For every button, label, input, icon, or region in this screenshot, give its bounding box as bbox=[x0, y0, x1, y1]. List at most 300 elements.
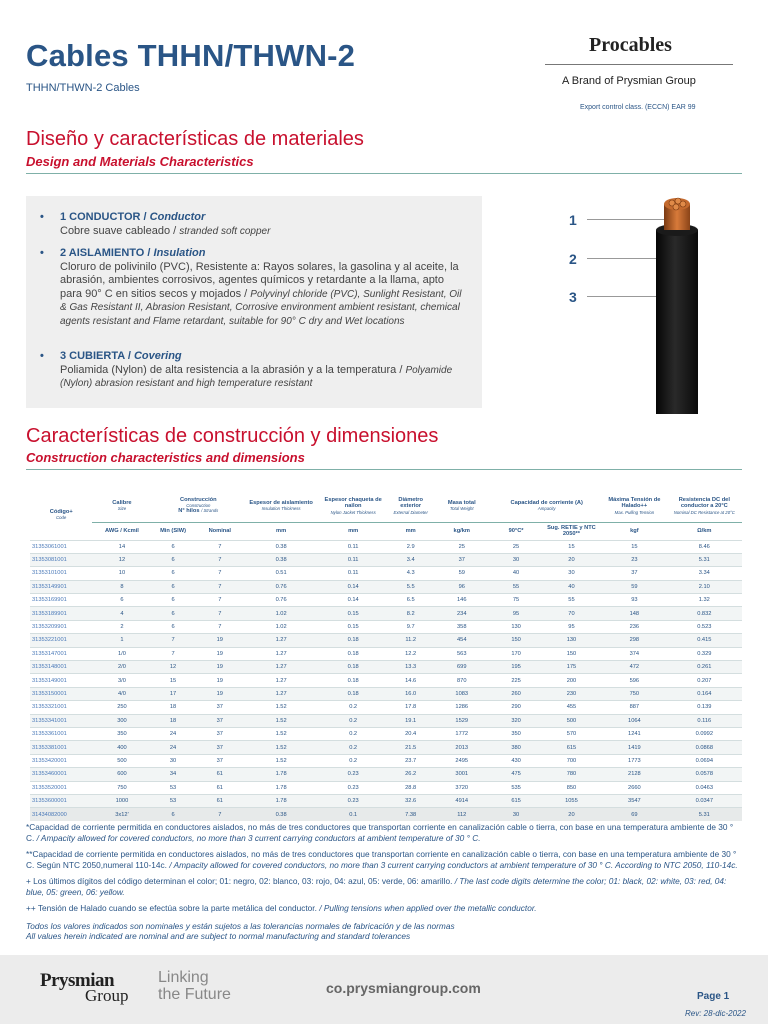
table-cell: 59 bbox=[432, 567, 491, 580]
table-cell: 1529 bbox=[432, 714, 491, 727]
table-cell: 475 bbox=[491, 768, 540, 781]
table-cell: 6 bbox=[152, 540, 195, 553]
table-cell: 0.0578 bbox=[667, 768, 742, 781]
material-desc: Cobre suave cableado bbox=[60, 224, 171, 237]
table-cell: 19 bbox=[195, 647, 246, 660]
product-code: 31353101001 bbox=[30, 567, 92, 580]
table-cell: 1.27 bbox=[245, 661, 317, 674]
callout-3: 3 bbox=[569, 289, 577, 305]
slash: / bbox=[241, 287, 251, 300]
table-cell: 320 bbox=[491, 714, 540, 727]
col-tension: Máxima Tensión de Halado++ Max. Pulling Tension bbox=[602, 490, 667, 522]
table-cell: 7 bbox=[195, 594, 246, 607]
table-cell: 32.6 bbox=[389, 794, 432, 807]
table-row bbox=[30, 647, 742, 660]
table-cell: 0.76 bbox=[245, 580, 317, 593]
table-cell: 0.11 bbox=[317, 540, 389, 553]
table-cell: 5.31 bbox=[667, 553, 742, 566]
unit-jacket: mm bbox=[317, 522, 389, 540]
table-cell: 0.2 bbox=[317, 754, 389, 767]
bullet: • bbox=[40, 211, 44, 223]
materials-section-subtitle: Design and Materials Characteristics bbox=[26, 154, 254, 169]
table-row bbox=[30, 781, 742, 794]
table-cell: 0.0992 bbox=[667, 727, 742, 740]
product-code: 31353061001 bbox=[30, 540, 92, 553]
table-cell: 1.52 bbox=[245, 741, 317, 754]
table-cell: 1/0 bbox=[92, 647, 151, 660]
table-cell: 37 bbox=[195, 714, 246, 727]
table-cell: 8 bbox=[92, 580, 151, 593]
table-cell: 20.4 bbox=[389, 727, 432, 740]
table-cell: 6 bbox=[152, 808, 195, 821]
note-5: Todos los valores indicados son nominales y están sujetos a las tolerancias normales de fabricación y de las normas All values herein indicated are nominal and are subject to normal manufacturing and standard tolerances bbox=[26, 921, 455, 941]
table-cell: 12.2 bbox=[389, 647, 432, 660]
table-cell: 0.0347 bbox=[667, 794, 742, 807]
table-cell: 37 bbox=[195, 727, 246, 740]
table-cell: 1.78 bbox=[245, 794, 317, 807]
unit-gauge: AWG / Kcmil bbox=[92, 522, 151, 540]
table-cell: 350 bbox=[491, 727, 540, 740]
material-item-covering bbox=[40, 350, 466, 391]
table-cell: 0.76 bbox=[245, 594, 317, 607]
table-cell: 130 bbox=[541, 634, 602, 647]
table-cell: 150 bbox=[541, 647, 602, 660]
table-cell: 887 bbox=[602, 701, 667, 714]
product-code: 31434082000 bbox=[30, 808, 92, 821]
table-cell: 150 bbox=[491, 634, 540, 647]
unit-nominal: Nominal bbox=[195, 522, 246, 540]
table-cell: 4 bbox=[92, 607, 151, 620]
table-cell: 4.3 bbox=[389, 567, 432, 580]
table-cell: 1000 bbox=[92, 794, 151, 807]
table-cell: 1241 bbox=[602, 727, 667, 740]
page-subtitle: THHN/THWN-2 Cables bbox=[26, 82, 140, 94]
eccn-label: Export control class. (ECCN) EAR 99 bbox=[580, 104, 696, 111]
table-cell: 0.164 bbox=[667, 687, 742, 700]
table-cell: 18 bbox=[152, 701, 195, 714]
table-cell: 0.0463 bbox=[667, 781, 742, 794]
col-gauge: Calibre Size bbox=[92, 490, 151, 522]
col-ampacity: Capacidad de corriente (A) Ampacity bbox=[491, 490, 602, 522]
table-cell: 454 bbox=[432, 634, 491, 647]
note-1: *Capacidad de corriente permitida en conductores aislados, no más de tres conductores que transportan corriente en canalización cable o tierra, con base en una temperatura ambiente de 30 ° C. / Ampacity allowed for covered conductors, no more than 3 current carrying conductors at ambient temperature of 30 ° C. bbox=[26, 822, 734, 843]
dimensions-table bbox=[30, 490, 742, 821]
unit-weight: kg/km bbox=[432, 522, 491, 540]
page-number: Page 1 bbox=[697, 991, 730, 1002]
slash: / bbox=[396, 363, 406, 376]
table-cell: 7 bbox=[195, 553, 246, 566]
materials-section-title: Diseño y características de materiales bbox=[26, 128, 364, 150]
product-code: 31353381001 bbox=[30, 741, 92, 754]
construction-section-title: Características de construcción y dimensiones bbox=[26, 425, 439, 447]
unit-ampretie: Sug. RETIE y NTC 2050** bbox=[541, 522, 602, 540]
material-desc-en: stranded soft copper bbox=[179, 225, 271, 237]
table-cell: 20 bbox=[541, 553, 602, 566]
website-link[interactable]: co.prysmiangroup.com bbox=[326, 980, 481, 996]
table-cell: 4914 bbox=[432, 794, 491, 807]
table-cell: 380 bbox=[491, 741, 540, 754]
table-cell: 14.6 bbox=[389, 674, 432, 687]
table-cell: 37 bbox=[432, 553, 491, 566]
product-code: 31353460001 bbox=[30, 768, 92, 781]
col-insulation-thickness: Espesor de aislamiento Insulation Thickness bbox=[245, 490, 317, 522]
table-cell: 230 bbox=[541, 687, 602, 700]
table-cell: 12 bbox=[92, 553, 151, 566]
table-cell: 0.1 bbox=[317, 808, 389, 821]
table-cell: 25 bbox=[491, 540, 540, 553]
table-cell: 26.2 bbox=[389, 768, 432, 781]
product-code: 31353148001 bbox=[30, 661, 92, 674]
table-cell: 130 bbox=[491, 620, 540, 633]
table-cell: 0.116 bbox=[667, 714, 742, 727]
table-cell: 750 bbox=[92, 781, 151, 794]
table-cell: 1.78 bbox=[245, 768, 317, 781]
product-code: 31353149901 bbox=[30, 580, 92, 593]
table-cell: 0.0694 bbox=[667, 754, 742, 767]
table-cell: 37 bbox=[195, 741, 246, 754]
table-cell: 0.14 bbox=[317, 594, 389, 607]
table-cell: 225 bbox=[491, 674, 540, 687]
table-cell: 6 bbox=[92, 594, 151, 607]
table-cell: 25 bbox=[432, 540, 491, 553]
table-row bbox=[30, 754, 742, 767]
unit-diam: mm bbox=[389, 522, 432, 540]
table-cell: 350 bbox=[92, 727, 151, 740]
table-cell: 250 bbox=[92, 701, 151, 714]
table-body bbox=[30, 540, 742, 821]
table-cell: 61 bbox=[195, 781, 246, 794]
table-cell: 175 bbox=[541, 661, 602, 674]
table-cell: 2013 bbox=[432, 741, 491, 754]
table-cell: 30 bbox=[152, 754, 195, 767]
material-desc-en: Polyvinyl chloride (PVC), Sunlight Resistant, Oil & Gas Resistant II, Abrasion Resistant, Corrosive environment ambient resistant, chemical agents resistant and Flame retardant, suitable for 90° C dry and Wet locations bbox=[60, 288, 462, 327]
table-cell: 2/0 bbox=[92, 661, 151, 674]
table-cell: 0.15 bbox=[317, 607, 389, 620]
table-cell: 0.139 bbox=[667, 701, 742, 714]
table-cell: 6 bbox=[152, 553, 195, 566]
table-cell: 3.34 bbox=[667, 567, 742, 580]
product-code: 31353169901 bbox=[30, 594, 92, 607]
table-cell: 7 bbox=[195, 540, 246, 553]
table-cell: 195 bbox=[491, 661, 540, 674]
note-3: + Los últimos dígitos del código determinan el color; 01: negro, 02: blanco, 03: rojo, 04: azul, 05: verde, 06: amarillo. / The last code digits determine the color; 01: black, 02: white, 03: red, 04: blue, 05: green, 06: yellow. bbox=[26, 876, 727, 897]
table-cell: 200 bbox=[541, 674, 602, 687]
table-cell: 95 bbox=[541, 620, 602, 633]
table-cell: 0.23 bbox=[317, 768, 389, 781]
table-cell: 400 bbox=[92, 741, 151, 754]
table-cell: 0.23 bbox=[317, 781, 389, 794]
table-cell: 1.52 bbox=[245, 714, 317, 727]
table-cell: 700 bbox=[541, 754, 602, 767]
slash: / bbox=[144, 247, 154, 259]
table-cell: 93 bbox=[602, 594, 667, 607]
table-cell: 53 bbox=[152, 794, 195, 807]
table-cell: 1419 bbox=[602, 741, 667, 754]
unit-min: Min (SIW) bbox=[152, 522, 195, 540]
table-cell: 0.18 bbox=[317, 674, 389, 687]
table-cell: 37 bbox=[195, 701, 246, 714]
table-cell: 615 bbox=[491, 794, 540, 807]
table-cell: 0.51 bbox=[245, 567, 317, 580]
table-cell: 1.27 bbox=[245, 647, 317, 660]
table-cell: 37 bbox=[602, 567, 667, 580]
col-construction: Construcción Construction N° hilos / Strands bbox=[152, 490, 246, 522]
table-cell: 7 bbox=[195, 607, 246, 620]
table-cell: 374 bbox=[602, 647, 667, 660]
table-cell: 0.18 bbox=[317, 661, 389, 674]
table-cell: 0.38 bbox=[245, 540, 317, 553]
table-cell: 15 bbox=[541, 540, 602, 553]
table-cell: 1.32 bbox=[667, 594, 742, 607]
table-cell: 75 bbox=[491, 594, 540, 607]
product-code: 31353361001 bbox=[30, 727, 92, 740]
table-cell: 61 bbox=[195, 768, 246, 781]
table-cell: 300 bbox=[92, 714, 151, 727]
table-cell: 850 bbox=[541, 781, 602, 794]
table-row bbox=[30, 607, 742, 620]
note-2: **Capacidad de corriente permitida en conductores aislados, no más de tres conductores que transportan corriente en canalización cable o tierra, con base en una temperatura ambiente de 30 ° C. Según NTC 2050,numeral 110-14c. / Ampacity allowed for covered conductors, no more than 3 current carrying conductors at ambient temperature of 30 ° C. According to NTC 2050, 110-14c. bbox=[26, 849, 738, 870]
unit-ins: mm bbox=[245, 522, 317, 540]
table-cell: 7.38 bbox=[389, 808, 432, 821]
material-heading-en: Conductor bbox=[149, 211, 206, 223]
table-cell: 2 bbox=[92, 620, 151, 633]
table-cell: 7 bbox=[195, 580, 246, 593]
table-cell: 500 bbox=[541, 714, 602, 727]
table-cell: 19 bbox=[195, 661, 246, 674]
table-cell: 1.52 bbox=[245, 754, 317, 767]
product-code: 31353150001 bbox=[30, 687, 92, 700]
table-cell: 148 bbox=[602, 607, 667, 620]
brand-tagline: A Brand of Prysmian Group bbox=[562, 75, 696, 87]
slash: / bbox=[124, 350, 134, 362]
table-row bbox=[30, 594, 742, 607]
table-cell: 0.2 bbox=[317, 701, 389, 714]
table-cell: 24 bbox=[152, 727, 195, 740]
table-cell: 260 bbox=[491, 687, 540, 700]
table-cell: 20 bbox=[541, 808, 602, 821]
table-cell: 570 bbox=[541, 727, 602, 740]
material-item-conductor bbox=[40, 211, 466, 238]
table-row bbox=[30, 741, 742, 754]
table-cell: 0.832 bbox=[667, 607, 742, 620]
table-cell: 1.02 bbox=[245, 620, 317, 633]
table-cell: 455 bbox=[541, 701, 602, 714]
cable-illustration bbox=[598, 190, 716, 414]
table-cell: 563 bbox=[432, 647, 491, 660]
table-cell: 0.11 bbox=[317, 553, 389, 566]
table-row bbox=[30, 794, 742, 807]
table-cell: 61 bbox=[195, 794, 246, 807]
product-code: 31353081001 bbox=[30, 553, 92, 566]
product-code: 31353147001 bbox=[30, 647, 92, 660]
table-row bbox=[30, 620, 742, 633]
table-cell: 2.10 bbox=[667, 580, 742, 593]
table-cell: 34 bbox=[152, 768, 195, 781]
table-row bbox=[30, 674, 742, 687]
table-cell: 600 bbox=[92, 768, 151, 781]
table-cell: 234 bbox=[432, 607, 491, 620]
table-cell: 40 bbox=[491, 567, 540, 580]
table-cell: 6 bbox=[152, 580, 195, 593]
table-cell: 4/0 bbox=[92, 687, 151, 700]
table-cell: 750 bbox=[602, 687, 667, 700]
table-cell: 37 bbox=[195, 754, 246, 767]
table-cell: 19 bbox=[195, 674, 246, 687]
table-cell: 0.18 bbox=[317, 647, 389, 660]
bullet: • bbox=[40, 247, 44, 259]
table-cell: 7 bbox=[152, 634, 195, 647]
table-cell: 2.9 bbox=[389, 540, 432, 553]
table-cell: 19 bbox=[195, 687, 246, 700]
table-cell: 1286 bbox=[432, 701, 491, 714]
table-cell: 870 bbox=[432, 674, 491, 687]
table-cell: 1773 bbox=[602, 754, 667, 767]
table-cell: 17 bbox=[152, 687, 195, 700]
table-cell: 1.27 bbox=[245, 634, 317, 647]
table-row bbox=[30, 727, 742, 740]
table-cell: 112 bbox=[432, 808, 491, 821]
table-cell: 12 bbox=[152, 661, 195, 674]
table-cell: 0.23 bbox=[317, 794, 389, 807]
table-cell: 1772 bbox=[432, 727, 491, 740]
table-cell: 95 bbox=[491, 607, 540, 620]
table-cell: 6 bbox=[152, 607, 195, 620]
col-diameter: Diámetro exterior External Diameter bbox=[389, 490, 432, 522]
table-cell: 3.4 bbox=[389, 553, 432, 566]
table-cell: 0.14 bbox=[317, 580, 389, 593]
product-code: 31353189901 bbox=[30, 607, 92, 620]
table-row bbox=[30, 567, 742, 580]
table-cell: 55 bbox=[491, 580, 540, 593]
table-cell: 7 bbox=[195, 808, 246, 821]
product-code: 31353321001 bbox=[30, 701, 92, 714]
table-cell: 1055 bbox=[541, 794, 602, 807]
table-cell: 18 bbox=[152, 714, 195, 727]
table-cell: 780 bbox=[541, 768, 602, 781]
table-cell: 70 bbox=[541, 607, 602, 620]
table-cell: 3x12' bbox=[92, 808, 151, 821]
table-cell: 7 bbox=[152, 647, 195, 660]
table-cell: 19 bbox=[195, 634, 246, 647]
table-cell: 6 bbox=[152, 620, 195, 633]
col-resistance: Resistencia DC del conductor a 20°C Nominal DC Resistance at 20°C bbox=[667, 490, 742, 522]
procables-logo: Procables bbox=[589, 34, 672, 56]
page-title: Cables THHN/THWN-2 bbox=[26, 38, 356, 73]
table-cell: 298 bbox=[602, 634, 667, 647]
table-cell: 430 bbox=[491, 754, 540, 767]
table-cell: 596 bbox=[602, 674, 667, 687]
material-desc-en: Polyamide (Nylon) abrasion resistant and high temperature resistant bbox=[60, 364, 453, 389]
table-row bbox=[30, 634, 742, 647]
table-cell: 3547 bbox=[602, 794, 667, 807]
table-cell: 2128 bbox=[602, 768, 667, 781]
table-cell: 10 bbox=[92, 567, 151, 580]
table-cell: 236 bbox=[602, 620, 667, 633]
product-code: 31353149001 bbox=[30, 674, 92, 687]
table-row bbox=[30, 768, 742, 781]
table-cell: 28.8 bbox=[389, 781, 432, 794]
table-cell: 3/0 bbox=[92, 674, 151, 687]
table-cell: 0.2 bbox=[317, 727, 389, 740]
bullet: • bbox=[40, 350, 44, 362]
table-cell: 0.18 bbox=[317, 634, 389, 647]
table-cell: 2660 bbox=[602, 781, 667, 794]
material-desc: Cloruro de polivinilo (PVC), Resistente a: Rayos solares, la gasolina y al aceite, la abrasión, ambientes corrosivos, agentes químicos y retardante a la llama, apto para 90° C en sitios secos y mojados bbox=[60, 260, 459, 300]
table-cell: 0.261 bbox=[667, 661, 742, 674]
material-heading: 2 AISLAMIENTO bbox=[60, 247, 145, 259]
table-row bbox=[30, 553, 742, 566]
table-cell: 30 bbox=[541, 567, 602, 580]
table-row bbox=[30, 714, 742, 727]
table-cell: 7 bbox=[195, 620, 246, 633]
table-cell: 1.52 bbox=[245, 701, 317, 714]
product-code: 31353221001 bbox=[30, 634, 92, 647]
table-cell: 1.27 bbox=[245, 674, 317, 687]
product-code: 31353341001 bbox=[30, 714, 92, 727]
construction-section-subtitle: Construction characteristics and dimensions bbox=[26, 450, 305, 465]
table-cell: 11.2 bbox=[389, 634, 432, 647]
product-code: 31353520001 bbox=[30, 781, 92, 794]
materials-box bbox=[26, 196, 482, 408]
table-cell: 15 bbox=[602, 540, 667, 553]
table-cell: 5.5 bbox=[389, 580, 432, 593]
table-cell: 1.27 bbox=[245, 687, 317, 700]
col-code: Código+ Code bbox=[49, 509, 73, 521]
table-cell: 535 bbox=[491, 781, 540, 794]
table-cell: 1083 bbox=[432, 687, 491, 700]
table-cell: 1.78 bbox=[245, 781, 317, 794]
callout-1: 1 bbox=[569, 212, 577, 228]
table-cell: 9.7 bbox=[389, 620, 432, 633]
unit-amp90: 90°C* bbox=[491, 522, 540, 540]
table-cell: 3001 bbox=[432, 768, 491, 781]
unit-tension: kgf bbox=[602, 522, 667, 540]
table-row bbox=[30, 687, 742, 700]
table-cell: 24 bbox=[152, 741, 195, 754]
section-divider bbox=[26, 173, 742, 174]
material-heading-en: Insulation bbox=[153, 247, 206, 259]
product-code: 31353420001 bbox=[30, 754, 92, 767]
product-code: 31353209901 bbox=[30, 620, 92, 633]
table-cell: 53 bbox=[152, 781, 195, 794]
table-cell: 170 bbox=[491, 647, 540, 660]
material-heading-en: Covering bbox=[133, 350, 182, 362]
revision-date: Rev: 28-dic-2022 bbox=[685, 1009, 746, 1018]
table-cell: 358 bbox=[432, 620, 491, 633]
table-cell: 17.8 bbox=[389, 701, 432, 714]
table-cell: 615 bbox=[541, 741, 602, 754]
material-heading: 3 CUBIERTA bbox=[60, 350, 125, 362]
table-cell: 69 bbox=[602, 808, 667, 821]
table-cell: 146 bbox=[432, 594, 491, 607]
table-cell: 0.0868 bbox=[667, 741, 742, 754]
table-cell: 8.46 bbox=[667, 540, 742, 553]
table-cell: 19.1 bbox=[389, 714, 432, 727]
table-cell: 1 bbox=[92, 634, 151, 647]
table-cell: 500 bbox=[92, 754, 151, 767]
table-cell: 1.02 bbox=[245, 607, 317, 620]
unit-resistance: Ω/km bbox=[667, 522, 742, 540]
table-cell: 699 bbox=[432, 661, 491, 674]
prysmian-logo: Prysmian Group bbox=[40, 970, 129, 1005]
table-cell: 0.38 bbox=[245, 553, 317, 566]
callout-2: 2 bbox=[569, 251, 577, 267]
material-heading: 1 CONDUCTOR bbox=[60, 211, 141, 223]
table-cell: 0.207 bbox=[667, 674, 742, 687]
table-cell: 6 bbox=[152, 594, 195, 607]
section-divider bbox=[26, 469, 742, 470]
table-cell: 23.7 bbox=[389, 754, 432, 767]
